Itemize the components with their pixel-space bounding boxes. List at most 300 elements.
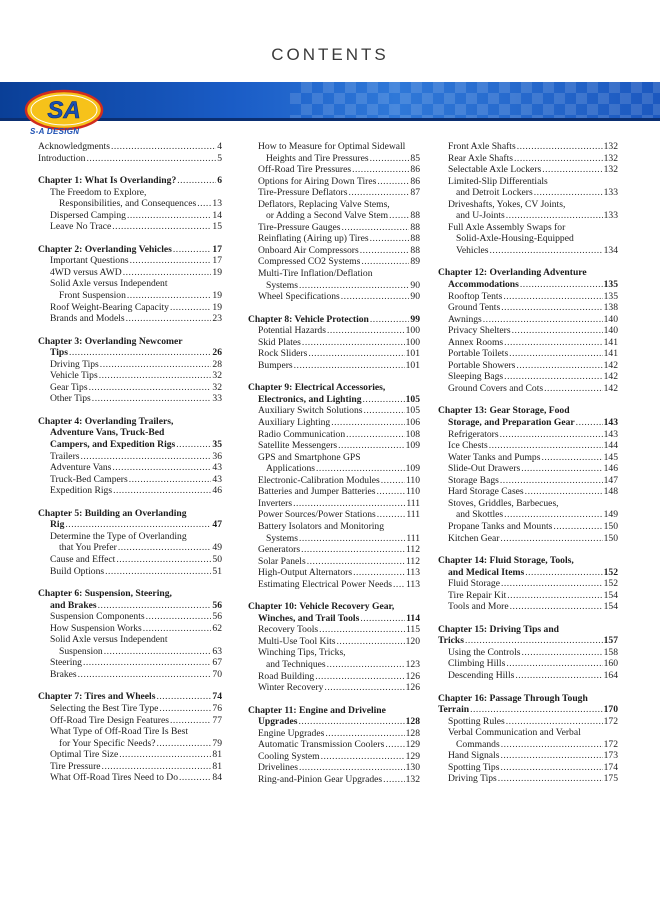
toc-entry-title: Chapter 10: Vehicle Recovery Gear, (248, 601, 395, 613)
dot-leader (525, 486, 603, 498)
toc-chapter-entry (38, 347, 222, 359)
toc-page-number: 50 (212, 553, 222, 565)
toc-entry (438, 452, 618, 464)
toc-page-number: 138 (603, 302, 618, 314)
dot-leader (170, 302, 211, 314)
toc-entry (248, 176, 420, 188)
toc-entry-title: How Suspension Works (50, 622, 142, 634)
dot-leader (500, 429, 603, 441)
dot-leader (146, 611, 212, 623)
dot-leader (65, 519, 211, 531)
toc-chapter-entry (38, 439, 222, 451)
toc-entry (248, 774, 420, 786)
toc-entry (38, 749, 222, 761)
toc-entry-title: Onboard Air Compressors (258, 244, 359, 256)
dot-leader (541, 452, 602, 464)
toc-entry-title: Battery Isolators and Monitoring (258, 520, 385, 532)
dot-leader (89, 382, 212, 394)
dot-leader (129, 474, 212, 486)
toc-entry-title: and Detroit Lockers (456, 187, 533, 199)
dot-leader (100, 359, 212, 371)
toc-entry-title: Chapter 5: Building an Overlanding (38, 507, 187, 519)
toc-page-number: 88 (410, 244, 420, 256)
toc-entry (438, 383, 618, 395)
toc-page-number: 105 (405, 393, 420, 405)
toc-entry (438, 463, 618, 475)
toc-entry (438, 245, 618, 257)
toc-entry (438, 727, 618, 739)
toc-chapter-entry (248, 705, 420, 717)
toc-chapter-entry (248, 382, 420, 394)
toc-entry-title: Solid-Axle-Housing-Equipped (456, 233, 574, 245)
toc-entry-title: 4WD versus AWD (50, 266, 122, 278)
toc-page-number: 175 (603, 773, 618, 785)
dot-leader (501, 302, 602, 314)
toc-column-2 (248, 141, 420, 785)
dot-leader (112, 462, 211, 474)
toc-entry-title: Adventure Vans (50, 462, 112, 474)
dot-leader (383, 774, 404, 786)
toc-entry (438, 486, 618, 498)
toc-page-number: 19 (212, 301, 222, 313)
dot-leader (346, 429, 404, 441)
dot-leader (78, 669, 212, 681)
dot-leader (500, 533, 602, 545)
toc-entry (38, 531, 222, 543)
toc-entry-title: Portable Toilets (448, 348, 509, 360)
toc-entry (438, 233, 618, 245)
dot-leader (293, 498, 405, 510)
toc-chapter-entry (248, 613, 420, 625)
toc-entry (438, 658, 618, 670)
toc-entry-title: Generators (258, 544, 301, 556)
toc-entry (38, 221, 222, 233)
dot-leader (360, 613, 405, 625)
toc-entry-title: Solid Axle versus Independent (50, 278, 168, 290)
toc-chapter-entry (38, 691, 222, 703)
toc-chapter-entry (438, 279, 618, 291)
dot-leader (143, 623, 212, 635)
toc-page-number: 111 (406, 532, 420, 544)
dot-leader (98, 600, 212, 612)
toc-page-number: 19 (212, 266, 222, 278)
toc-entry (438, 475, 618, 487)
toc-chapter-entry (438, 704, 618, 716)
toc-entry-title: Tools and More (448, 601, 509, 613)
dot-leader (321, 751, 405, 763)
dot-leader (119, 749, 211, 761)
toc-entry-title: Truck-Bed Campers (50, 473, 128, 485)
toc-entry-title: Front Axle Shafts (448, 141, 516, 152)
toc-page-number: 88 (410, 233, 420, 245)
toc-entry-title: Descending Hills (448, 669, 515, 681)
toc-entry (38, 255, 222, 267)
toc-entry (248, 325, 420, 337)
toc-entry-title: Front Suspension (59, 290, 126, 302)
toc-entry-title: Water Tanks and Pumps (448, 451, 541, 463)
toc-entry-title: Rooftop Tents (448, 290, 503, 302)
toc-entry-title: Chapter 2: Overlanding Vehicles (38, 243, 172, 255)
toc-entry (38, 646, 222, 658)
toc-entry (38, 302, 222, 314)
toc-entry-title: Other Tips (50, 393, 91, 405)
toc-entry-title: Ground Tents (448, 302, 501, 314)
dot-leader (504, 509, 602, 521)
toc-page-number: 90 (410, 279, 420, 291)
toc-chapter-entry (38, 508, 222, 520)
dot-leader (514, 153, 603, 165)
dot-leader (301, 544, 405, 556)
toc-page-number: 143 (603, 428, 618, 440)
checkered-flag-pattern (290, 82, 660, 120)
toc-entry-title: Verbal Communication and Verbal (448, 727, 581, 739)
dot-leader (327, 325, 405, 337)
toc-page-number: 140 (603, 325, 618, 337)
toc-page-number: 36 (212, 450, 222, 462)
toc-entry (438, 222, 618, 234)
toc-page-number: 146 (603, 463, 618, 475)
dot-leader (544, 383, 602, 395)
toc-entry (38, 703, 222, 715)
toc-page-number: 81 (212, 760, 222, 772)
toc-entry (38, 738, 222, 750)
toc-entry-title: Chapter 12: Overlanding Adventure (438, 267, 587, 279)
toc-page-number: 144 (603, 440, 618, 452)
toc-chapter-entry (438, 405, 618, 417)
toc-chapter-entry (248, 314, 420, 326)
toc-page-number: 26 (212, 347, 222, 359)
toc-entry-title: Brands and Models (50, 313, 125, 325)
dot-leader (470, 704, 603, 716)
toc-page-number: 15 (212, 221, 222, 233)
toc-entry (38, 210, 222, 222)
toc-column-3 (438, 141, 618, 785)
dot-leader (338, 440, 404, 452)
dot-leader (512, 325, 603, 337)
toc-entry (438, 440, 618, 452)
toc-entry-title: Estimating Electrical Power Needs (258, 578, 393, 590)
toc-entry-title: Sleeping Bags (448, 371, 504, 383)
dot-leader (503, 291, 602, 303)
toc-entry-title: Trailers (50, 450, 80, 462)
dot-leader (130, 255, 212, 267)
toc-page-number: 150 (603, 532, 618, 544)
toc-entry-title: and Techniques (266, 658, 326, 670)
dot-leader (501, 578, 603, 590)
toc-entry (438, 141, 618, 153)
toc-entry-title: Auxiliary Switch Solutions (258, 405, 363, 417)
dot-leader (506, 658, 602, 670)
dot-leader (576, 417, 603, 429)
toc-entry (38, 554, 222, 566)
toc-chapter-entry (438, 567, 618, 579)
toc-page-number: 170 (603, 704, 618, 716)
dot-leader (298, 716, 404, 728)
toc-page-number: 101 (405, 359, 420, 371)
dot-leader (542, 164, 602, 176)
toc-entry-title: What Off-Road Tires Need to Do (50, 772, 178, 784)
toc-page-number: 133 (603, 187, 618, 199)
dot-leader (331, 417, 404, 429)
toc-page-number: 135 (603, 290, 618, 302)
toc-entry (248, 348, 420, 360)
toc-chapter-entry (248, 601, 420, 613)
toc-chapter-entry (438, 635, 618, 647)
toc-entry (248, 187, 420, 199)
toc-entry-title: Rock Sliders (258, 348, 308, 360)
toc-entry (438, 521, 618, 533)
logo-caption: S-A DESIGN (30, 127, 80, 136)
dot-leader (81, 451, 212, 463)
toc-page-number: 109 (405, 463, 420, 475)
toc-page-number: 172 (603, 738, 618, 750)
toc-entry (248, 659, 420, 671)
toc-page-number: 86 (410, 164, 420, 176)
toc-entry-title: Electronics, and Lighting (258, 393, 362, 405)
toc-entry (438, 533, 618, 545)
toc-page-number: 76 (212, 702, 222, 714)
toc-entry-title: Multi-Tire Inflation/Deflation (258, 268, 373, 280)
toc-entry (38, 141, 222, 153)
dot-leader (170, 715, 211, 727)
dot-leader (506, 210, 603, 222)
toc-entry (38, 267, 222, 279)
toc-page-number: 113 (405, 578, 420, 590)
toc-entry (248, 141, 420, 153)
toc-entry (248, 280, 420, 292)
toc-page-number: 33 (212, 393, 222, 405)
toc-entry (248, 222, 420, 234)
dot-leader (118, 542, 212, 554)
toc-entry-title: Leave No Trace (50, 221, 112, 233)
toc-page-number: 17 (212, 255, 222, 267)
toc-entry (438, 739, 618, 751)
toc-chapter-entry (248, 716, 420, 728)
toc-entry (248, 405, 420, 417)
toc-entry-title: Winches, and Trail Tools (258, 612, 360, 624)
toc-entry (38, 382, 222, 394)
toc-entry (38, 772, 222, 784)
toc-entry-title: Rear Axle Shafts (448, 152, 514, 164)
toc-entry (38, 278, 222, 290)
toc-entry (438, 164, 618, 176)
toc-page-number: 63 (212, 645, 222, 657)
toc-entry-title: Fluid Storage (448, 578, 500, 590)
dot-leader (490, 245, 603, 257)
dot-leader (525, 567, 602, 579)
toc-page-number: 133 (603, 210, 618, 222)
dot-leader (515, 670, 602, 682)
toc-entry-title: Wheel Specifications (258, 291, 340, 303)
toc-entry-title: Commands (456, 738, 500, 750)
toc-page-number: 140 (603, 313, 618, 325)
toc-page-number: 5 (217, 152, 222, 164)
toc-entry-title: Winching Tips, Tricks, (258, 647, 346, 659)
dot-leader (83, 657, 211, 669)
toc-page-number: 114 (406, 612, 420, 624)
toc-page-number: 164 (603, 669, 618, 681)
toc-page-number: 173 (603, 750, 618, 762)
toc-entry-title: The Freedom to Explore, (50, 186, 147, 198)
toc-page-number: 110 (405, 474, 420, 486)
toc-entry (438, 302, 618, 314)
dot-leader (341, 291, 410, 303)
dot-leader (294, 360, 405, 372)
toc-entry-title: Steering (50, 657, 82, 669)
toc-page-number: 17 (212, 243, 222, 255)
toc-chapter-entry (38, 175, 222, 187)
toc-chapter-entry (38, 519, 222, 531)
toc-entry (248, 153, 420, 165)
toc-chapter-entry (38, 416, 222, 428)
toc-entry-title: Cause and Effect (50, 553, 116, 565)
toc-entry (38, 474, 222, 486)
toc-page-number: 148 (603, 486, 618, 498)
toc-page-number: 32 (212, 370, 222, 382)
toc-entry (248, 636, 420, 648)
toc-page-number: 56 (212, 611, 222, 623)
toc-entry-title: Suspension Components (50, 611, 145, 623)
toc-entry-title: Accommodations (448, 279, 519, 291)
toc-page-number: 141 (603, 336, 618, 348)
toc-entry (248, 291, 420, 303)
toc-entry-title: Awnings (448, 313, 482, 325)
dot-leader (92, 393, 212, 405)
toc-entry-title: Responsibilities, and Consequences (59, 198, 197, 210)
toc-page-number: 132 (603, 141, 618, 152)
toc-entry-title: Tire-Pressure Gauges (258, 221, 341, 233)
toc-page-number: 35 (212, 439, 222, 451)
toc-entry (38, 198, 222, 210)
toc-entry (438, 210, 618, 222)
toc-entry (38, 726, 222, 738)
toc-entry (438, 176, 618, 188)
dot-leader (111, 141, 216, 153)
toc-page-number: 43 (212, 462, 222, 474)
toc-entry-title: Vehicles (456, 244, 489, 256)
toc-entry (438, 762, 618, 774)
toc-entry-title: Chapter 14: Fluid Storage, Tools, (438, 555, 574, 567)
toc-page-number: 160 (603, 658, 618, 670)
toc-entry (248, 337, 420, 349)
toc-entry-title: Hard Storage Cases (448, 486, 524, 498)
dot-leader (299, 280, 409, 292)
toc-entry (38, 611, 222, 623)
toc-entry-title: Suspension (59, 645, 103, 657)
dot-leader (385, 739, 404, 751)
dot-leader (177, 175, 216, 187)
toc-page-number: 46 (212, 485, 222, 497)
dot-leader (127, 290, 212, 302)
dot-leader (363, 405, 404, 417)
toc-page-number: 113 (405, 567, 420, 579)
toc-entry-title: Radio Communication (258, 428, 346, 440)
toc-page-number: 109 (405, 440, 420, 452)
toc-page-number: 154 (603, 601, 618, 613)
toc-entry-title: Power Sources/Power Stations (258, 509, 376, 521)
toc-entry-title: Deflators, Replacing Valve Stems, (258, 198, 390, 210)
dot-leader (102, 761, 212, 773)
toc-page-number: 154 (603, 589, 618, 601)
toc-entry-title: Driving Tips (448, 773, 497, 785)
dot-leader (534, 187, 603, 199)
toc-page-number: 70 (212, 668, 222, 680)
toc-page-number: 152 (603, 566, 618, 578)
toc-entry-title: Heights and Tire Pressures (266, 152, 369, 164)
toc-page-number: 89 (410, 256, 420, 268)
dot-leader (510, 601, 603, 613)
toc-entry-title: Tricks (438, 635, 464, 647)
toc-entry-title: Introduction (38, 152, 86, 164)
dot-leader (509, 348, 602, 360)
dot-leader (520, 279, 603, 291)
dot-leader (352, 164, 409, 176)
toc-page-number: 43 (212, 473, 222, 485)
toc-entry-title: Driving Tips (50, 358, 99, 370)
toc-page-number: 115 (405, 624, 420, 636)
toc-entry (248, 533, 420, 545)
toc-entry-title: Satellite Messengers (258, 440, 338, 452)
toc-entry (248, 739, 420, 751)
toc-page-number: 132 (603, 164, 618, 176)
toc-entry-title: Ice Chests (448, 440, 488, 452)
toc-entry-title: Potential Hazards (258, 325, 326, 337)
toc-entry (248, 671, 420, 683)
toc-page-number: 79 (212, 737, 222, 749)
dot-leader (105, 566, 211, 578)
toc-entry-title: Engine Upgrades (258, 727, 325, 739)
toc-entry-title: Recovery Tools (258, 624, 319, 636)
toc-chapter-entry (38, 427, 222, 439)
dot-leader (501, 739, 603, 751)
dot-leader (299, 762, 405, 774)
dot-leader (370, 314, 410, 326)
dot-leader (308, 348, 404, 360)
toc-chapter-entry (438, 693, 618, 705)
toc-page-number: 150 (603, 520, 618, 532)
toc-page-number: 101 (405, 348, 420, 360)
toc-page-number: 112 (405, 544, 420, 556)
toc-page-number: 141 (603, 348, 618, 360)
toc-page-number: 62 (212, 622, 222, 634)
dot-leader (522, 647, 603, 659)
toc-page-number: 81 (212, 749, 222, 761)
toc-entry (38, 657, 222, 669)
toc-entry-title: Solar Panels (258, 555, 306, 567)
dot-leader (324, 682, 404, 694)
toc-entry-title: Chapter 6: Suspension, Steering, (38, 588, 172, 600)
toc-entry-title: Adventure Vans, Truck-Bed (50, 427, 165, 439)
dot-leader (104, 646, 212, 658)
toc-entry (438, 590, 618, 602)
toc-entry-title: Tire-Pressure Deflators (258, 187, 348, 199)
logo-mark: SA (47, 97, 81, 124)
toc-entry (248, 556, 420, 568)
toc-entry (248, 509, 420, 521)
dot-leader (506, 716, 603, 728)
toc-entry-title: Privacy Shelters (448, 325, 511, 337)
toc-entry (248, 360, 420, 372)
toc-page-number: 132 (603, 152, 618, 164)
dot-leader (465, 635, 603, 647)
toc-entry-title: Chapter 9: Electrical Accessories, (248, 382, 386, 394)
toc-entry-title: Spotting Rules (448, 715, 505, 727)
toc-page-number: 67 (212, 657, 222, 669)
dot-leader (299, 533, 405, 545)
dot-leader (113, 485, 211, 497)
toc-entry-title: Chapter 16: Passage Through Tough (438, 692, 588, 704)
toc-entry-title: Storage, and Preparation Gear (448, 417, 575, 429)
